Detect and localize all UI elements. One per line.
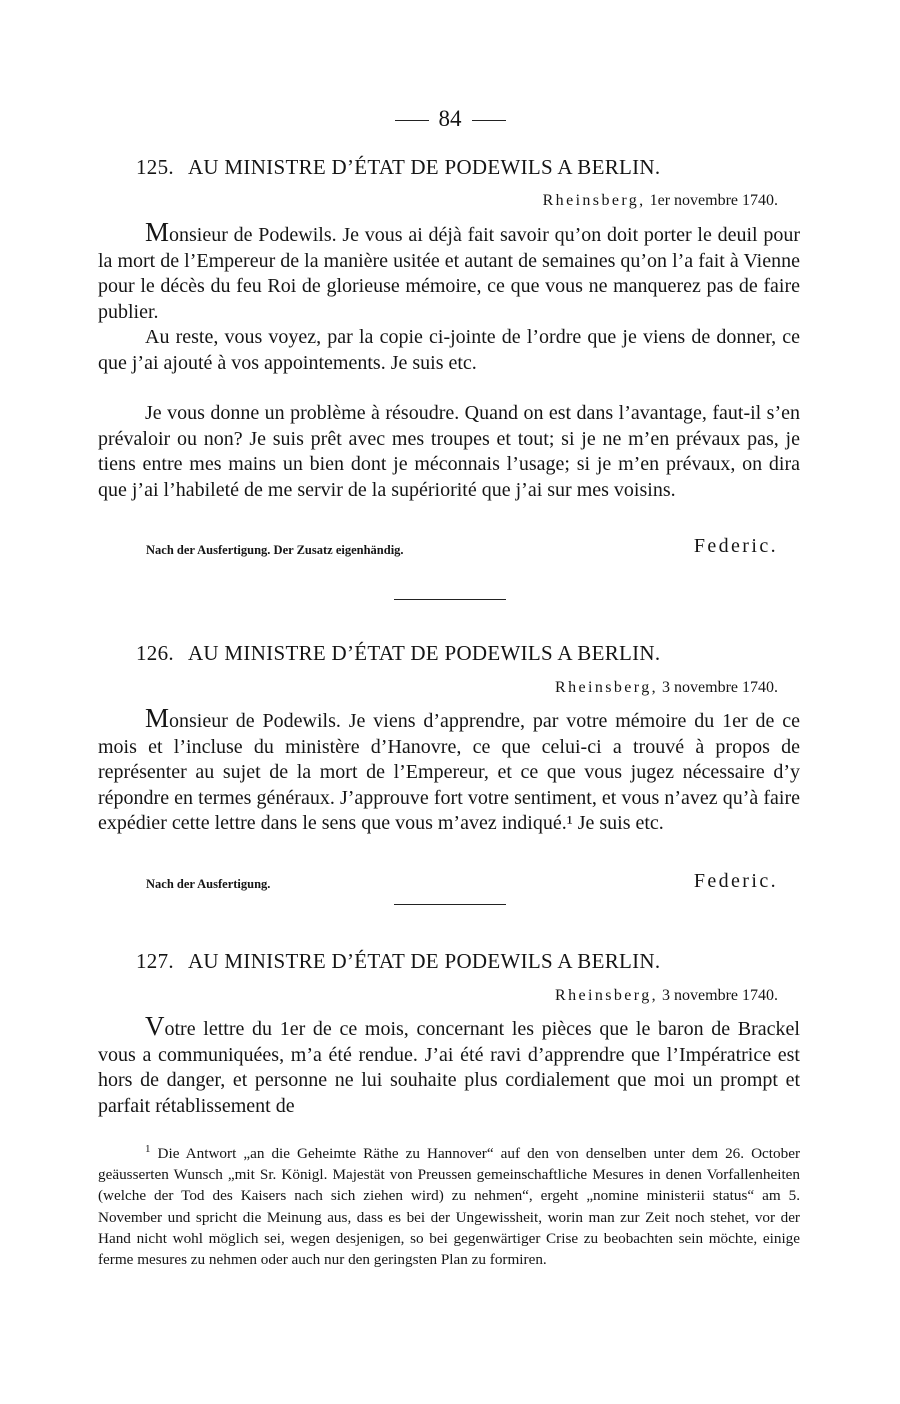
- letter-126-source-note: Nach der Ausfertigung.: [146, 877, 271, 891]
- paragraph: Votre lettre du 1er de ce mois, concernant les pièces que le baron de Brackel vous a communiquées, m’a été rendue. J’ai été ravi d’apprendre que l’Impératrice est hors de danger, et personne ne lui souhaite plus cordialement que moi un prompt et parfait rétablissement de: [98, 1011, 800, 1117]
- paragraph: Monsieur de Podewils. Je viens d’apprendre, par votre mémoire du 1er de ce mois et l’incluse du ministère d’Hanovre, ce que celui-ci a trouvé à propos de représenter au sujet de la mort de l’Empereur, et ce que vous jugez nécessaire d’y répondre en termes généraux. J’approuve fort votre sentiment, et vous n’avez qu’à faire expédier cette lettre dans le sens que vous m’avez indiqué.¹ Je suis etc.: [98, 703, 800, 834]
- page-number-value: 84: [438, 106, 462, 131]
- footnote-text: Die Antwort „an die Geheimte Räthe zu Hannover“ auf den von denselben unter dem 26. October geäusserten Wunsch „mit Sr. Königl. Majestät von Preussen gemeinschaftliche Mesures in denen Vorfallenheiten (welche der Tod des Kaisers nach sich ziehen wird) zu nehmen“, ergeht „nomine ministerii status“ am 5. November und spricht die Meinung aus, dass es bei der Ungewissheit, worin man zur Zeit noch stehet, vor der Hand nicht wohl möglich sei, wegen desjenigen, so bei gegenwärtiger Crise zu beobachten sein möchte, einige ferme mesures zu nehmen oder auch nur den geringsten Plan zu formiren.: [98, 1145, 801, 1269]
- letter-127-body: [98, 1011, 800, 1119]
- paragraph-postscript: Je vous donne un problème à résoudre. Quand on est dans l’avantage, faut-il s’en prévaloir ou non? Je suis prêt avec mes troupes et tout; si je ne m’en prévaux pas, je tiens entre mes mains un bien dont je méconnais l’usage; si je m’en prévaux, on dira que j’ai l’habileté de me servir de la supériorité que j’ai sur mes voisins.: [98, 402, 800, 501]
- letter-title: AU MINISTRE D’ÉTAT DE PODEWILS A BERLIN.: [187, 949, 661, 973]
- letter-126-heading: [136, 641, 786, 666]
- letter-125-signature: Federic.: [693, 535, 778, 557]
- section-divider: [394, 599, 506, 600]
- dateline-date: 3 novembre 1740.: [662, 679, 778, 696]
- page-number-dash-right: [472, 120, 506, 121]
- letter-126-signature: Federic.: [693, 870, 778, 892]
- letter-125-dateline: [543, 192, 778, 210]
- page-number-dash-left: [395, 120, 429, 121]
- footnote-paragraph: [98, 1139, 800, 1270]
- dateline-date: 3 novembre 1740.: [662, 987, 778, 1004]
- footnote: [98, 1139, 800, 1270]
- section-divider: [394, 904, 506, 905]
- letter-title: AU MINISTRE D’ÉTAT DE PODEWILS A BERLIN.: [187, 641, 661, 665]
- letter-127-dateline: [555, 987, 778, 1005]
- paragraph: Au reste, vous voyez, par la copie ci-jointe de l’ordre que je viens de donner, ce que j’ai ajouté à vos appointements. Je suis etc.: [98, 326, 800, 374]
- letter-title: AU MINISTRE D’ÉTAT DE PODEWILS A BERLIN.: [187, 155, 661, 179]
- letter-125-body: [98, 217, 800, 503]
- letter-number: 126.: [136, 641, 174, 665]
- page-number: [0, 106, 900, 132]
- dateline-place: Rheinsberg,: [542, 192, 646, 209]
- letter-127-heading: [136, 949, 786, 974]
- dateline-date: 1er novembre 1740.: [649, 192, 778, 209]
- letter-126-dateline: [555, 679, 778, 697]
- paragraph: Monsieur de Podewils. Je vous ai déjà fait savoir qu’on doit porter le deuil pour la mort de l’Empereur de la manière usitée et autant de semaines qu’on l’a fait à Vienne pour le décès du feu Roi de glorieuse mémoire, ce que vous ne manquerez pas de faire publier.: [98, 217, 800, 323]
- letter-126-body: [98, 703, 800, 837]
- letter-number: 127.: [136, 949, 174, 973]
- footnote-marker: 1: [145, 1143, 151, 1155]
- letter-125-heading: [136, 155, 786, 180]
- dateline-place: Rheinsberg,: [555, 987, 659, 1004]
- letter-125-source-note: Nach der Ausfertigung. Der Zusatz eigenhändig.: [146, 543, 404, 557]
- letter-number: 125.: [136, 155, 174, 179]
- dateline-place: Rheinsberg,: [555, 679, 659, 696]
